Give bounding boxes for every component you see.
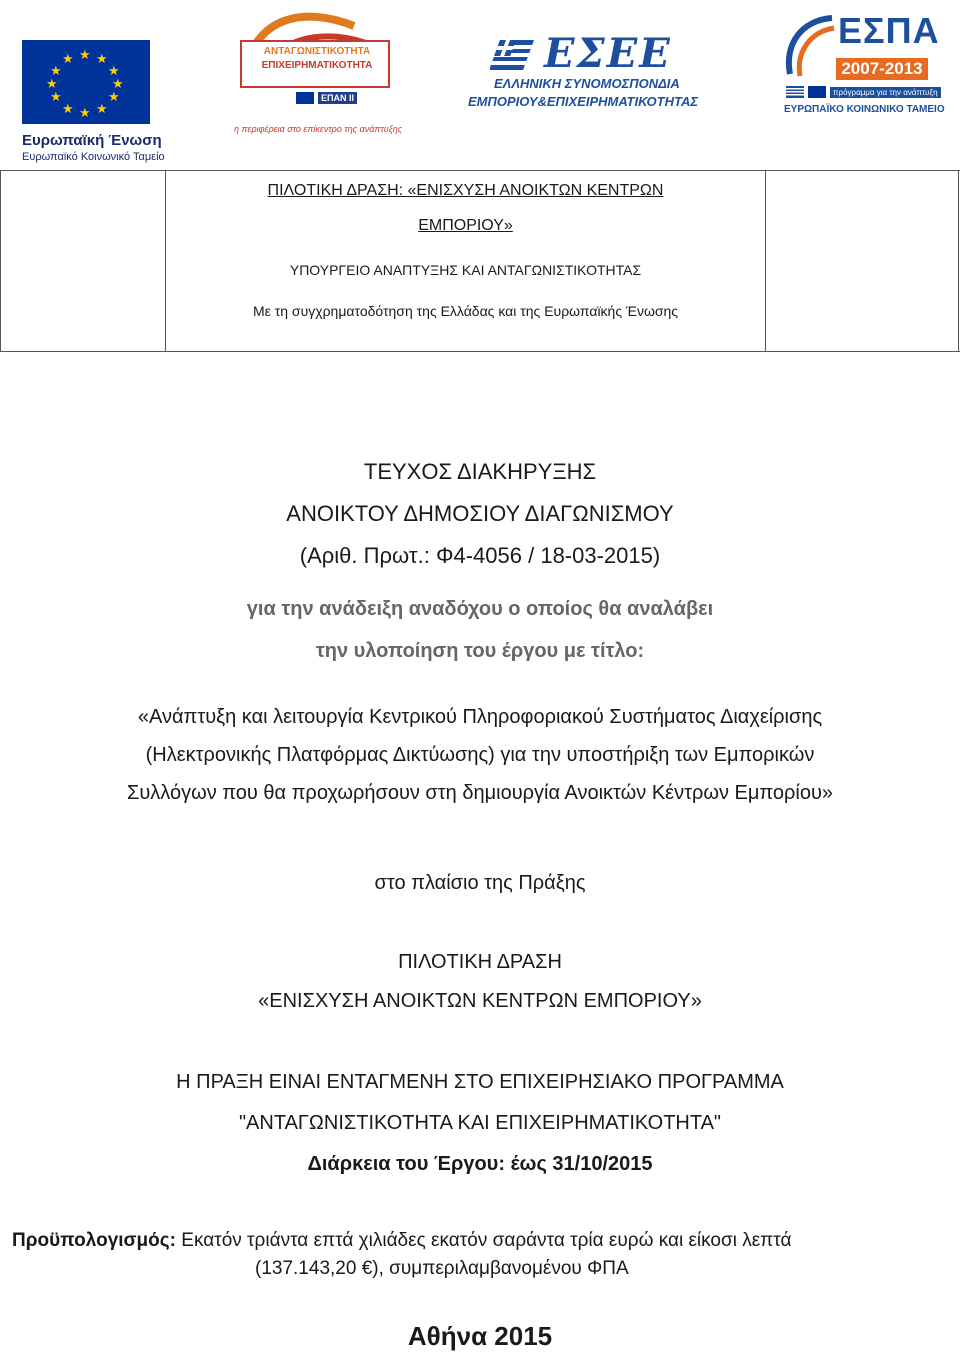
action-title-line1: ΠΙΛΟΤΙΚΗ ΔΡΑΣΗ: «ΕΝΙΣΧΥΣΗ ΑΝΟΙΚΤΩΝ ΚΕΝΤΡΩΝ — [267, 182, 664, 199]
espa-years: 2007-2013 — [836, 58, 928, 80]
esee-line2: ΕΜΠΟΡΙΟΥ&ΕΠΙΧΕΙΡΗΜΑΤΙΚΟΤΗΤΑΣ — [468, 94, 699, 109]
project-title-line3: Συλλόγων που θα προχωρήσουν στη δημιουργία Ανοικτών Κέντρων Εμπορίου» — [126, 782, 834, 804]
frame-divider — [765, 171, 766, 351]
frame-center — [166, 171, 765, 351]
context-line: στο πλαίσιο της Πράξης — [374, 872, 586, 894]
project-title-line1: «Ανάπτυξη και λειτουργία Κεντρικού Πληροφοριακού Συστήματος Διαχείρισης — [137, 706, 823, 728]
antagonistikotita-badges — [296, 92, 357, 104]
epixeirimatikotita-title: ΕΠΙΧΕΙΡΗΜΑΤΙΚΟΤΗΤΑ — [261, 60, 373, 71]
logo-band — [0, 0, 960, 170]
cofunding-note: Με τη συγχρηματοδότηση της Ελλάδας και της Ευρωπαϊκής Ένωσης — [252, 303, 679, 319]
issue-title: ΤΕΥΧΟΣ ΔΙΑΚΗΡΥΞΗΣ — [363, 459, 597, 484]
espa-flags-row — [786, 86, 941, 98]
project-title-line2: (Ηλεκτρονικής Πλατφόρμας Δικτύωσης) για την υποστήριξη των Εμπορικών — [145, 744, 815, 766]
eu-fund-name: Ευρωπαϊκό Κοινωνικό Ταμείο — [22, 151, 165, 163]
budget-text: Εκατόν τριάντα επτά χιλιάδες εκατόν σαράντα τρία ευρώ και είκοσι λεπτά — [176, 1230, 792, 1251]
antagonistikotita-title: ΑΝΤΑΓΩΝΙΣΤΙΚΟΤΗΤΑ — [263, 46, 371, 57]
esee-line1: ΕΛΛΗΝΙΚΗ ΣΥΝΟΜΟΣΠΟΝΔΙΑ — [494, 76, 680, 91]
espa-name: ΕΣΠΑ — [838, 10, 940, 51]
budget-amount: (137.143,20 €), συμπεριλαμβανομένου ΦΠΑ — [255, 1258, 629, 1279]
espa-logo — [782, 10, 945, 122]
esee-name: ΕΣΕΕ — [544, 30, 672, 77]
espa-program: πρόγραμμα για την ανάπτυξη — [830, 87, 941, 98]
eu-name: Ευρωπαϊκή Ένωση — [22, 132, 162, 149]
ministry-name: ΥΠΟΥΡΓΕΙΟ ΑΝΑΠΤΥΞΗΣ ΚΑΙ ΑΝΤΑΓΩΝΙΣΤΙΚΟΤΗΤΑΣ — [289, 262, 642, 278]
budget-label: Προϋπολογισμός: — [12, 1230, 176, 1251]
tender-title: ΑΝΟΙΚΤΟΥ ΔΗΜΟΣΙΟΥ ΔΙΑΓΩΝΙΣΜΟΥ — [286, 501, 674, 526]
header-frame — [0, 170, 960, 352]
action-name: «ΕΝΙΣΧΥΣΗ ΑΝΟΙΚΤΩΝ ΚΕΝΤΡΩΝ ΕΜΠΟΡΙΟΥ» — [258, 990, 702, 1012]
esee-logo — [468, 30, 738, 116]
antagonistikotita-tagline: η περιφέρεια στο επίκεντρο της ανάπτυξης — [234, 124, 403, 134]
epan-badge: ΕΠΑΝ ΙΙ — [318, 92, 357, 104]
purpose-line1: για την ανάδειξη αναδόχου ο οποίος θα αναλάβει — [246, 598, 714, 620]
purpose-line2: την υλοποίηση του έργου με τίτλο: — [315, 640, 645, 662]
eu-flag-mini-icon — [808, 86, 826, 98]
action-title-line2: ΕΜΠΟΡΙΟΥ» — [418, 217, 513, 234]
protocol-number: (Αριθ. Πρωτ.: Φ4-4056 / 18-03-2015) — [299, 543, 661, 568]
eu-flag-mini-icon — [296, 92, 314, 104]
frame-divider — [0, 171, 1, 351]
eu-flag-icon: ★ ★ ★ ★ ★ ★ ★ ★ ★ ★ ★ ★ — [22, 40, 150, 124]
antagonistikotita-logo — [226, 6, 403, 146]
project-duration: Διάρκεια του Έργου: έως 31/10/2015 — [307, 1153, 653, 1175]
greek-flag-icon — [490, 40, 534, 70]
greek-flag-mini-icon — [786, 86, 804, 98]
espa-swirl-icon — [782, 14, 838, 84]
antagonistikotita-box — [240, 40, 390, 88]
budget-block — [12, 1227, 952, 1283]
place-and-year: Αθήνα 2015 — [407, 1321, 553, 1351]
espa-fund: ΕΥΡΩΠΑΪΚΟ ΚΟΙΝΩΝΙΚΟ ΤΑΜΕΙΟ — [784, 104, 945, 115]
eu-logo — [22, 40, 165, 163]
action-title: ΠΙΛΟΤΙΚΗ ΔΡΑΣΗ — [398, 951, 562, 973]
frame-divider — [958, 171, 959, 351]
program-line2: "ΑΝΤΑΓΩΝΙΣΤΙΚΟΤΗΤΑ ΚΑΙ ΕΠΙΧΕΙΡΗΜΑΤΙΚΟΤΗΤΑ" — [238, 1112, 722, 1134]
program-line1: Η ΠΡΑΞΗ ΕΙΝΑΙ ΕΝΤΑΓΜΕΝΗ ΣΤΟ ΕΠΙΧΕΙΡΗΣΙΑΚΟ ΠΡΟΓΡΑΜΜΑ — [176, 1071, 784, 1093]
